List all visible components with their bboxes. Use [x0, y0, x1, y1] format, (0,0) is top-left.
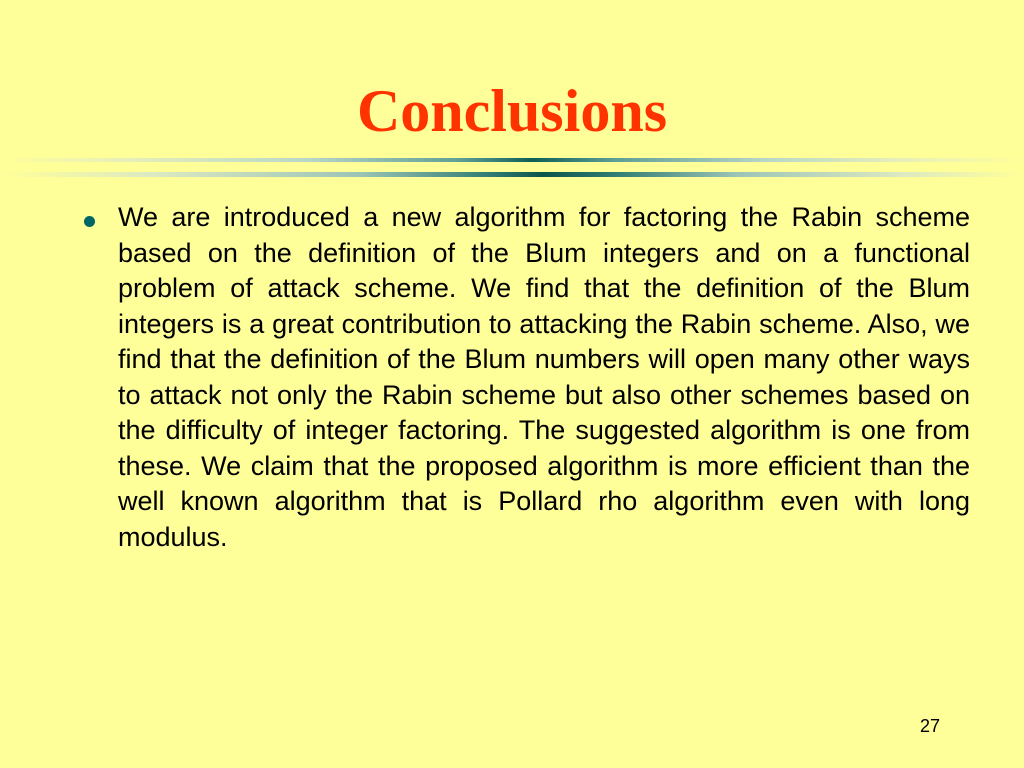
- bullet-icon: [84, 216, 95, 227]
- slide-title: Conclusions: [356, 78, 668, 144]
- bullet-text: We are introduced a new algorithm for factoring the Rabin scheme based on the definition of the Blum integers and on a functional problem of attack scheme. We find that the definition of the Blum integers is a great contribution to attacking the Rabin scheme. Also, we find that the definition of the Blum numbers will open many other ways to attack not only the Rabin scheme but also other schemes based on the difficulty of integer factoring. The suggested algorithm is one from these. We claim that the proposed algorithm is more efficient than the well known algorithm that is Pollard rho algorithm even with long modulus.: [118, 202, 970, 552]
- page-number: 27: [919, 716, 940, 736]
- title-divider-bottom: [0, 172, 1024, 177]
- bullet-list: [0, 200, 1024, 555]
- title-divider-top: [0, 158, 1024, 162]
- bullet-item: [0, 200, 970, 555]
